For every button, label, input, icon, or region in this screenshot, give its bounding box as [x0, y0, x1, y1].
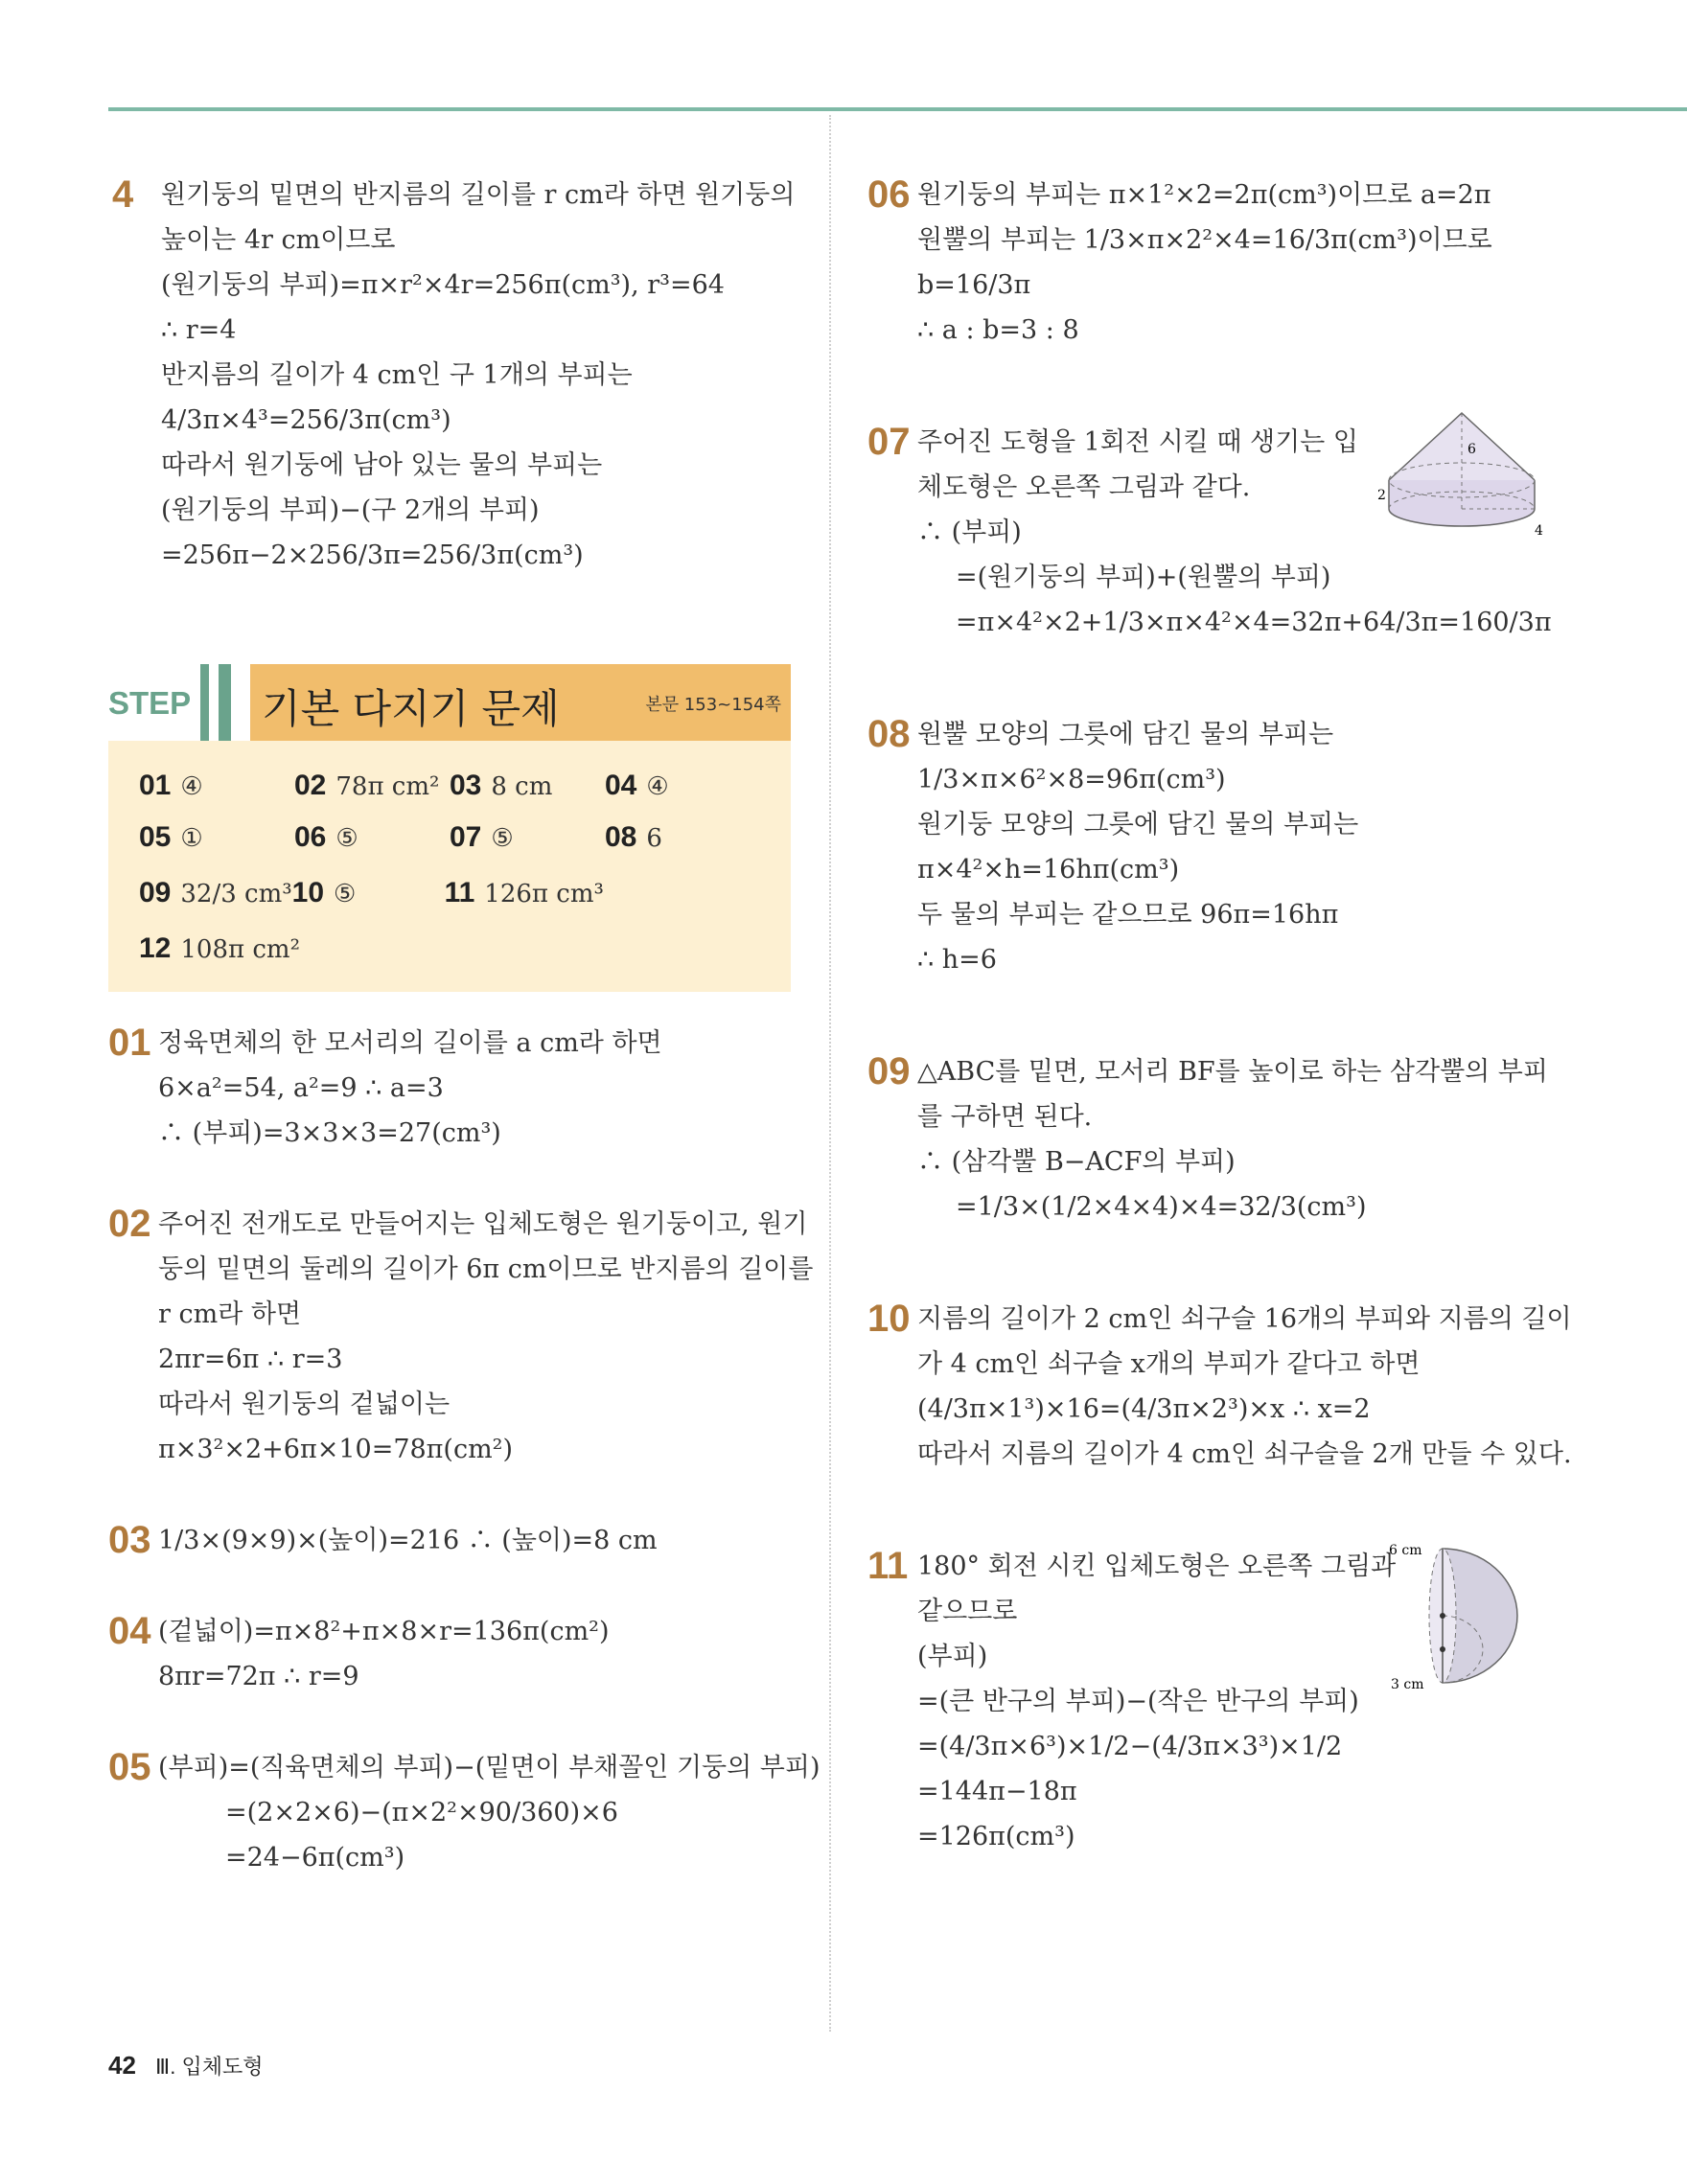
answer-value: 78π cm²	[335, 772, 440, 801]
text-line: 두 물의 부피는 같으므로 96π=16hπ	[917, 900, 1339, 930]
answer-item	[139, 821, 294, 854]
problem-4	[108, 172, 796, 578]
answer-number: 12	[139, 932, 172, 964]
text-line: ∴ (삼각뿔 B−ACF의 부피)	[917, 1147, 1236, 1177]
column-divider	[829, 115, 831, 2032]
answer-number: 10	[291, 877, 325, 908]
text-line: =126π(cm³)	[917, 1822, 1075, 1851]
text-line: 4/3π×4³=256/3π(cm³)	[161, 405, 451, 435]
text-line: (원기둥의 부피)=π×r²×4r=256π(cm³), r³=64	[161, 270, 725, 300]
text-line: =24−6π(cm³)	[225, 1843, 405, 1873]
text-line: ∴ (부피)=3×3×3=27(cm³)	[158, 1118, 501, 1148]
problem-number: 02	[108, 1203, 151, 1245]
text-line: 원뿔의 부피는 1/3×π×2²×4=16/3π(cm³)이므로	[917, 225, 1492, 255]
answer-item	[292, 877, 445, 909]
text-line: 지름의 길이가 2 cm인 쇠구슬 16개의 부피와 지름의 길이	[917, 1304, 1572, 1334]
problem-04	[108, 1609, 789, 1699]
answer-value: 126π cm³	[484, 880, 604, 908]
text-line: π×4²×h=16hπ(cm³)	[917, 855, 1180, 885]
top-rule	[108, 107, 1687, 111]
problem-number: 06	[867, 173, 911, 216]
text-line: (부피)=(직육면체의 부피)−(밑면이 부채꼴인 기둥의 부피)	[158, 1753, 820, 1782]
answer-number: 02	[294, 770, 327, 801]
problem-07	[867, 420, 1558, 645]
text-line: 따라서 지름의 길이가 4 cm인 쇠구슬을 2개 만들 수 있다.	[917, 1439, 1572, 1469]
text-line: 를 구하면 된다.	[917, 1102, 1093, 1132]
page-number: 42	[108, 2051, 136, 2080]
answer-key	[108, 741, 791, 992]
problem-number: 4	[112, 173, 134, 216]
answer-item	[450, 821, 605, 854]
answer-value: ⑤	[491, 824, 514, 853]
problem-number: 09	[867, 1050, 911, 1092]
answer-item	[294, 821, 450, 854]
answer-number: 07	[450, 821, 482, 853]
text-line: ∴ (부피)	[917, 517, 1022, 547]
answer-row	[139, 923, 760, 975]
text-line: (원기둥의 부피)−(구 2개의 부피)	[161, 495, 540, 525]
text-line: =(큰 반구의 부피)−(작은 반구의 부피)	[917, 1687, 1359, 1716]
text-line: △ABC를 밑면, 모서리 BF를 높이로 하는 삼각뿔의 부피	[917, 1057, 1548, 1087]
problem-10	[867, 1297, 1572, 1477]
answer-number: 09	[139, 877, 172, 908]
step-page-ref: 본문 153~154쪽	[645, 695, 781, 715]
right-column	[867, 172, 1572, 1905]
step-number-gap	[209, 664, 219, 741]
step-section	[108, 664, 789, 992]
answer-item	[139, 877, 292, 909]
answer-value: ⑤	[334, 880, 357, 908]
answer-item	[605, 821, 760, 854]
problem-06	[867, 172, 1558, 353]
answer-item	[139, 932, 465, 965]
problem-number: 07	[867, 421, 911, 463]
answer-value: 108π cm²	[180, 935, 300, 964]
answer-value: ④	[646, 772, 669, 801]
chapter-title: Ⅲ. 입체도형	[155, 2055, 264, 2079]
text-line: =144π−18π	[917, 1777, 1077, 1806]
text-line: 8πr=72π ∴ r=9	[158, 1662, 359, 1691]
answer-value: 6	[646, 824, 662, 853]
problem-number: 08	[867, 713, 911, 755]
problem-01	[108, 1021, 789, 1156]
text-line: 원뿔 모양의 그릇에 담긴 물의 부피는	[917, 720, 1334, 749]
step-header	[108, 664, 789, 741]
answer-number: 08	[605, 821, 637, 853]
problem-number: 10	[867, 1298, 911, 1340]
step-label: STEP	[108, 685, 192, 721]
problem-02	[108, 1202, 814, 1472]
text-line: 주어진 도형을 1회전 시킬 때 생기는 입	[917, 427, 1358, 457]
text-line: 따라서 원기둥에 남아 있는 물의 부피는	[161, 450, 603, 480]
answer-number: 05	[139, 821, 172, 853]
text-line: 1/3×(9×9)×(높이)=216 ∴ (높이)=8 cm	[158, 1526, 658, 1555]
text-line: 180° 회전 시킨 입체도형은 오른쪽 그림과	[917, 1552, 1397, 1581]
answer-row	[139, 760, 760, 812]
text-line: 따라서 원기둥의 겉넓이는	[158, 1390, 451, 1419]
problem-03	[108, 1518, 789, 1563]
problem-05	[108, 1745, 820, 1880]
answer-value: ④	[180, 772, 203, 801]
text-line: 둥의 밑면의 둘레의 길이가 6π cm이므로 반지름의 길이를	[158, 1254, 814, 1284]
text-line: b=16/3π	[917, 270, 1031, 300]
text-line: ∴ a : b=3 : 8	[917, 315, 1079, 345]
answer-row	[139, 812, 760, 863]
text-line: 원기둥의 부피는 π×1²×2=2π(cm³)이므로 a=2π	[917, 180, 1491, 210]
answer-value: 32/3 cm³	[180, 880, 292, 908]
hemisphere-figure	[1385, 1539, 1548, 1692]
fig-label-small-radius: 3 cm	[1391, 1677, 1424, 1692]
problem-11	[867, 1544, 1558, 1859]
text-line: 1/3×π×6²×8=96π(cm³)	[917, 765, 1226, 794]
text-line: =(2×2×6)−(π×2²×90/360)×6	[225, 1798, 618, 1828]
fig-label-radius: 4	[1535, 523, 1543, 539]
step-title: 기본 다지기 문제	[262, 685, 560, 732]
answer-item	[445, 877, 760, 909]
problem-number: 04	[108, 1610, 151, 1652]
answer-item	[450, 770, 605, 802]
answer-item	[605, 770, 760, 802]
text-line: 가 4 cm인 쇠구슬 x개의 부피가 같다고 하면	[917, 1349, 1421, 1379]
text-line: 정육면체의 한 모서리의 길이를 a cm라 하면	[158, 1028, 662, 1058]
answer-number: 03	[450, 770, 482, 801]
problem-number: 03	[108, 1519, 151, 1561]
fig-label-height: 6	[1467, 442, 1476, 457]
answer-item	[139, 770, 294, 802]
page-footer	[108, 2051, 263, 2081]
answer-item	[294, 770, 450, 802]
text-line: 6×a²=54, a²=9 ∴ a=3	[158, 1073, 444, 1103]
answer-number: 01	[139, 770, 172, 801]
answer-number: 04	[605, 770, 637, 801]
text-line: =256π−2×256/3π=256/3π(cm³)	[161, 540, 584, 570]
text-line: 원기둥의 밑면의 반지름의 길이를 r cm라 하면 원기둥의	[161, 180, 796, 210]
text-line: 주어진 전개도로 만들어지는 입체도형은 원기둥이고, 원기	[158, 1209, 808, 1239]
answer-number: 11	[444, 877, 475, 908]
answer-number: 06	[294, 821, 327, 853]
fig-label-cyl-height: 2	[1377, 488, 1386, 503]
text-line: 원기둥 모양의 그릇에 담긴 물의 부피는	[917, 810, 1359, 839]
answer-value: ⑤	[335, 824, 358, 853]
problem-number: 11	[867, 1545, 909, 1587]
problem-08	[867, 712, 1558, 982]
text-line: =(원기둥의 부피)+(원뿔의 부피)	[956, 563, 1331, 592]
text-line: ∴ r=4	[161, 315, 237, 345]
text-line: (겉넓이)=π×8²+π×8×r=136π(cm²)	[158, 1617, 610, 1646]
text-line: =π×4²×2+1/3×π×4²×4=32π+64/3π=160/3π	[956, 608, 1552, 637]
fig-label-big-radius: 6 cm	[1389, 1543, 1422, 1558]
text-line: r cm라 하면	[158, 1299, 302, 1329]
problem-number: 05	[108, 1746, 151, 1788]
text-line: 체도형은 오른쪽 그림과 같다.	[917, 472, 1251, 502]
left-column	[108, 172, 820, 1926]
text-line: 2πr=6π ∴ r=3	[158, 1345, 343, 1374]
text-line: π×3²×2+6π×10=78π(cm²)	[158, 1435, 514, 1464]
text-line: ∴ h=6	[917, 945, 997, 975]
text-line: 같으므로	[917, 1597, 1018, 1626]
text-line: (부피)	[917, 1642, 988, 1671]
text-line: =1/3×(1/2×4×4)×4=32/3(cm³)	[956, 1192, 1367, 1222]
text-line: (4/3π×1³)×16=(4/3π×2³)×x ∴ x=2	[917, 1394, 1371, 1424]
problem-number: 01	[108, 1022, 151, 1064]
text-line: 반지름의 길이가 4 cm인 구 1개의 부피는	[161, 360, 633, 390]
cone-cylinder-figure	[1375, 405, 1548, 540]
text-line: =(4/3π×6³)×1/2−(4/3π×3³)×1/2	[917, 1732, 1343, 1761]
answer-value: 8 cm	[491, 772, 553, 801]
answer-value: ①	[180, 824, 203, 853]
answer-row	[139, 863, 760, 923]
problem-09	[867, 1049, 1558, 1230]
text-line: 높이는 4r cm이므로	[161, 225, 396, 255]
